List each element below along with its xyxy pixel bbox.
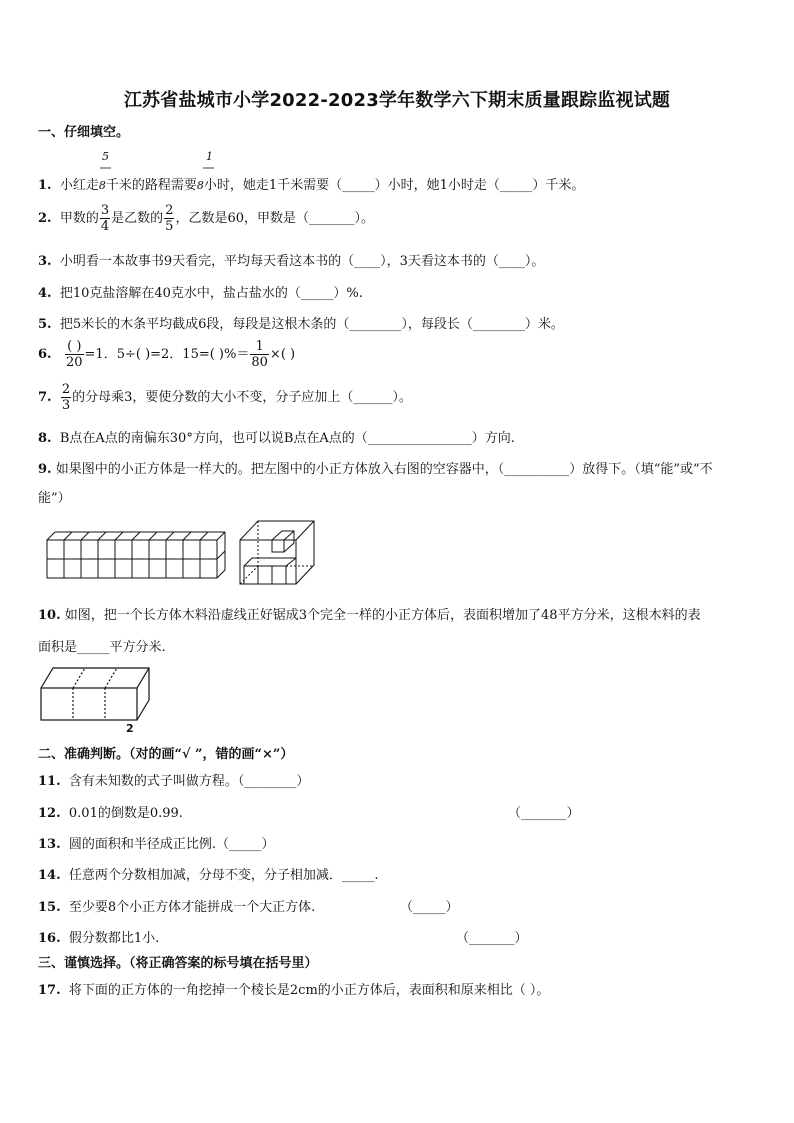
question-16: [38, 927, 159, 946]
cube-top-edge: [132, 532, 140, 540]
q1-text-c: 小时，她走1千米需要（_____）小时，她1小时走（_____）千米。: [203, 178, 585, 193]
question-12: [38, 802, 183, 821]
q2-fraction-1-denominator: 4: [100, 219, 110, 234]
q2-fraction-2-denominator: 5: [165, 219, 174, 234]
q6-fraction-1-numerator: ( ): [65, 339, 84, 355]
section-3-heading: 三、谨慎选择。（将正确答案的标号填在括号里）: [38, 956, 318, 971]
small-cube-face: [183, 540, 200, 559]
small-cube-face: [132, 559, 149, 578]
q1-fraction-2-numerator: 1: [206, 150, 213, 163]
q7-fraction-numerator: 2: [61, 382, 71, 397]
q7-text: 的分母乘3，要使分数的大小不变，分子应加上（______）。: [72, 390, 412, 405]
small-cube-face: [149, 559, 166, 578]
section-2-heading: 二、准确判断。（对的画“√ ”，错的画“×”）: [38, 747, 294, 762]
q13-number: 13.: [38, 837, 61, 852]
small-cube-face: [115, 559, 132, 578]
question-17: [38, 979, 549, 998]
q10-cuboid-figure: [0, 0, 1, 1]
small-cube-face: [132, 540, 149, 559]
q10-dimension-label: 2: [126, 722, 134, 735]
q11-text: 含有未知数的式子叫做方程。（________）: [68, 774, 310, 789]
q17-number: 17.: [38, 983, 61, 998]
q2-fraction-1: [100, 203, 110, 234]
small-cube-face: [200, 559, 217, 578]
q15-answer-blank: （_____）: [400, 900, 459, 915]
q5-text: 把5米长的木条平均截成6段，每段是这根木条的（________），每段长（________）米。: [59, 317, 564, 332]
q6-number: 6.: [38, 347, 52, 362]
q17-text: 将下面的正方体的一角挖掉一个棱长是2cm的小正方体后，表面积和原来相比（ ）。: [68, 983, 550, 998]
q10-line-2: 面积是_____平方分米.: [38, 640, 166, 655]
q7-fraction-denominator: 3: [61, 398, 71, 413]
cube-top-edge: [183, 532, 191, 540]
cube-top-edge: [200, 532, 208, 540]
q11-number: 11.: [38, 774, 61, 789]
question-10: [38, 604, 701, 623]
small-cube-face: [64, 540, 81, 559]
q10-number: 10.: [38, 608, 61, 623]
section-1-heading: 一、仔细填空。: [38, 125, 130, 140]
small-cube-face: [115, 540, 132, 559]
small-cube-face: [166, 540, 183, 559]
q5-number: 5.: [38, 317, 52, 332]
small-cube-face: [81, 559, 98, 578]
q7-fraction: [61, 382, 71, 413]
question-9: [38, 458, 713, 477]
q1-fraction-1-numerator: 5: [102, 150, 109, 163]
q14-number: 14.: [38, 868, 61, 883]
question-3: [38, 250, 544, 269]
q3-text: 小明看一本故事书9天看完，平均每天看这本书的（____），3天看这本书的（____）。: [59, 254, 545, 269]
q14-text: 任意两个分数相加减，分母不变，分子相加减．_____.: [68, 868, 379, 883]
question-11: [38, 770, 309, 789]
cube-top-edge: [149, 532, 157, 540]
small-cube-face: [200, 540, 217, 559]
q4-number: 4.: [38, 286, 52, 301]
small-cube-face: [81, 540, 98, 559]
q6-fraction-1: [65, 339, 84, 370]
q9-line-2: 能”）: [38, 491, 71, 506]
q9-number: 9.: [38, 462, 52, 477]
q2-fraction-1-numerator: 3: [100, 203, 110, 218]
q6-fraction-2: [250, 339, 269, 370]
question-1: [38, 174, 584, 193]
q2-text-c: ，乙数是60，甲数是（_______）。: [175, 211, 374, 226]
question-14: [38, 864, 379, 883]
q12-number: 12.: [38, 806, 61, 821]
q15-text: 至少要8个小正方体才能拼成一个大正方体.: [68, 900, 316, 915]
q2-text-b: 是乙数的: [111, 211, 164, 226]
q6-fraction-2-denominator: 80: [251, 355, 268, 370]
q3-number: 3.: [38, 254, 52, 269]
small-cube-face: [183, 559, 200, 578]
cube-top-edge: [115, 532, 123, 540]
cube-top-edge: [64, 532, 72, 540]
question-15: [38, 896, 315, 915]
q2-fraction-2: [164, 203, 174, 234]
cube-top-edge: [217, 532, 225, 540]
q1-text-a: 小红走: [59, 178, 99, 193]
q13-text: 圆的面积和半径成正比例.（_____）: [68, 837, 275, 852]
q6-fraction-2-numerator: 1: [250, 339, 269, 355]
small-cube-face: [64, 559, 81, 578]
question-5: [38, 313, 564, 332]
q10-line-1: 如图，把一个长方体木料沿虚线正好锯成3个完全一样的小正方体后，表面积增加了48平方分米，这根木料的表: [64, 608, 701, 623]
small-cube-face: [47, 540, 64, 559]
q9-line-1: 如果图中的小正方体是一样大的。把左图中的小正方体放入右图的空容器中，（__________）放得下。（填“能”或“不: [55, 462, 713, 477]
small-cube-face: [98, 540, 115, 559]
cube-top-edge: [166, 532, 174, 540]
q4-text: 把10克盐溶解在40克水中，盐占盐水的（_____）%.: [59, 286, 363, 301]
cube-side-divider: [217, 551, 225, 559]
q6-text-a: =1．5÷( )=2．15=( )%＝: [84, 347, 250, 362]
cube-top-edge: [47, 532, 55, 540]
q15-number: 15.: [38, 900, 61, 915]
q8-number: 8.: [38, 431, 52, 446]
q2-fraction-2-numerator: 2: [165, 203, 174, 218]
small-cube-face: [98, 559, 115, 578]
q1-text-b: 千米的路程需要: [105, 178, 197, 193]
question-4: [38, 282, 363, 301]
q2-text-a: 甲数的: [59, 211, 99, 226]
small-cube-face: [166, 559, 183, 578]
q6-text-b: ×( ): [269, 347, 296, 362]
question-2: [38, 203, 374, 234]
question-13: [38, 833, 275, 852]
cube-top-edge: [81, 532, 89, 540]
question-6: [38, 339, 295, 370]
q16-number: 16.: [38, 931, 61, 946]
q6-fraction-1-denominator: 20: [65, 355, 83, 370]
small-cube-face: [47, 559, 64, 578]
cube-top-edge: [98, 532, 106, 540]
q7-number: 7.: [38, 390, 52, 405]
q1-fraction-1-denominator: 8: [98, 179, 106, 192]
q1-fraction-2-denominator: 8: [196, 179, 204, 192]
page-title: 江苏省盐城市小学2022-2023学年数学六下期末质量跟踪监视试题: [123, 90, 671, 111]
question-8: [38, 427, 515, 446]
small-cube-face: [149, 540, 166, 559]
question-7: [38, 382, 412, 413]
q12-text: 0.01的倒数是0.99.: [68, 806, 183, 821]
q12-answer-blank: （_______）: [508, 806, 580, 821]
q2-number: 2.: [38, 211, 52, 226]
q8-text: B点在A点的南偏东30°方向，也可以说B点在A点的（________________）方向.: [59, 431, 515, 446]
q1-number: 1.: [38, 178, 52, 193]
q16-answer-blank: （_______）: [456, 931, 528, 946]
q16-text: 假分数都比1小.: [68, 931, 160, 946]
